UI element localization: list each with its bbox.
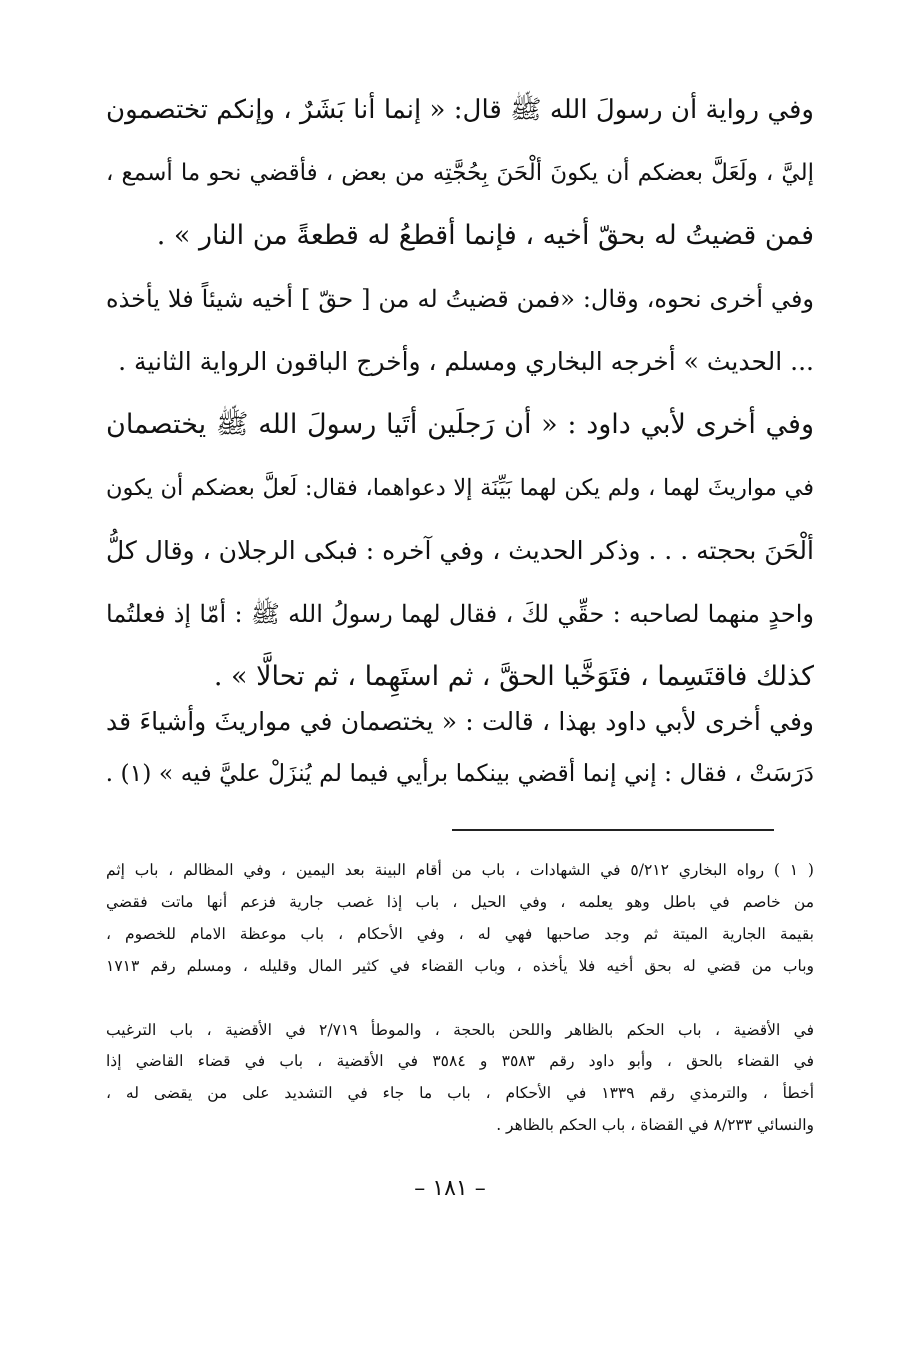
main-text-line-1: وفي رواية أن رسولَ الله ﷺ قال: « إنما أنا بَشَرٌ ، وإنكم تختصمون [106, 95, 814, 125]
footnote-line-4: وباب من قضي له بحق أخيه فلا يأخذه ، وباب القضاء في كثير المال وقليله ، ومسلم رقم ١٧١٣ [106, 957, 814, 975]
footnote-line-7: أخطأ ، والترمذي رقم ١٣٣٩ في الأحكام ، باب ما جاء في التشديد على من يقضى له ، [106, 1084, 815, 1102]
main-text-line-7: في مواريثَ لهما ، ولم يكن لهما بَيِّنَة إلا دعواهما، فقال: لَعلَّ بعضكم أن يكون [106, 475, 814, 501]
footnote-line-3: بقيمة الجارية الميتة ثم وجد صاحبها فهي له ، وفي الأحكام ، باب موعظة الامام للخصوم ، [106, 925, 814, 943]
main-text-line-12: دَرَسَتْ ، فقال : إني إنما أقضي بينكما برأيي فيما لم يُنزَلْ عليَّ فيه » (١) . [105, 759, 814, 787]
footnote-line-6: في القضاء بالحق ، وأبو داود رقم ٣٥٨٣ و ٣٥٨٤ في الأقضية ، باب في قضاء القاضي إذا [106, 1052, 814, 1070]
footnote-line-1: ( ١ ) رواه البخاري ٥/٢١٢ في الشهادات ، باب من أقام البينة بعد اليمين ، وفي المظالم ، باب إثم [106, 861, 814, 879]
footnote-line-2: من خاصم في باطل وهو يعلمه ، وفي الحيل ، باب إذا غصب جارية فزعم أنها ماتت فقضي [106, 893, 815, 911]
main-text-line-2: إليَّ ، ولَعَلَّ بعضكم أن يكونَ ألْحَنَ بِحُجَّتِه من بعض ، فأقضي نحو ما أسمع ، [106, 160, 814, 186]
main-text-line-11: وفي أخرى لأبي داود بهذا ، قالت : « يختصمان في مواريثَ وأشياءَ قد [106, 707, 814, 736]
main-text-line-4: وفي أخرى نحوه، وقال: «فمن قضيتُ له من [ حقّ ] أخيه شيئاً فلا يأخذه [106, 285, 814, 313]
main-text-line-5: ... الحديث » أخرجه البخاري ومسلم ، وأخرج الباقون الرواية الثانية . [118, 347, 814, 376]
footnote-line-5: في الأقضية ، باب الحكم بالظاهر واللحن بالحجة ، والموطأ ٢/٧١٩ في الأقضية ، باب الترغيب [106, 1021, 815, 1039]
main-text-line-8: ألْحَنَ بحجته . . . وذكر الحديث ، وفي آخره : فبكى الرجلان ، وقال كلُّ [106, 536, 814, 565]
footnote-divider [452, 829, 774, 831]
main-text-line-10: كذلك فاقتَسِما ، فتَوَخَّيا الحقَّ ، ثم استَهِما ، ثم تحالَّا » . [213, 661, 814, 692]
footnote-line-8: والنسائي ٨/٢٣٣ في القضاة ، باب الحكم بالظاهر . [496, 1116, 814, 1134]
main-text-line-9: واحدٍ منهما لصاحبه : حقِّي لكَ ، فقال لهما رسولُ الله ﷺ : أمّا إذ فعلتُما [106, 600, 814, 628]
main-text-line-6: وفي أخرى لأبي داود : « أن رَجلَين أتَيا رسولَ الله ﷺ يختصمان [106, 409, 814, 440]
main-text-line-3: فمن قضيتُ له بحقّ أخيه ، فإنما أقطعُ له قطعةً من النار » . [156, 220, 814, 251]
page-number: – ١٨١ – [414, 1176, 486, 1201]
